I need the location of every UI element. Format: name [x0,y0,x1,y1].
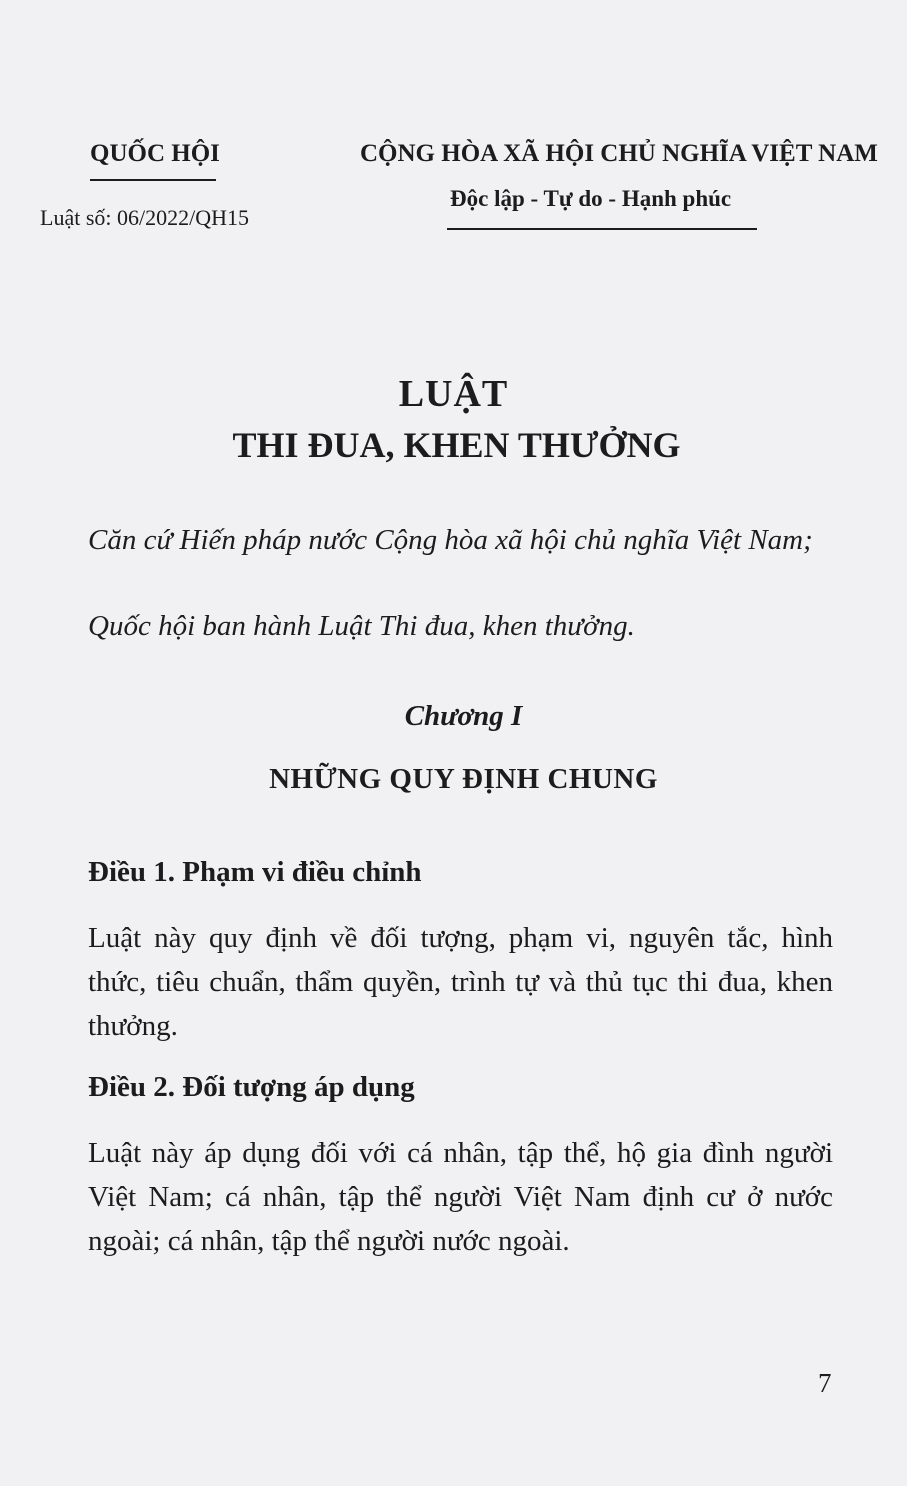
article-body: Luật này quy định về đối tượng, phạm vi, nguyên tắc, hình thức, tiêu chuẩn, thẩm quyền, trình tự và thủ tục thi đua, khen thưởng. [88,922,833,1042]
article-body: Luật này áp dụng đối với cá nhân, tập thể, hộ gia đình người Việt Nam; cá nhân, tập thể người Việt Nam định cư ở nước ngoài; cá nhân, tập thể người nước ngoài. [88,1137,833,1257]
issuer-underline [90,179,216,181]
motto-underline [447,228,757,230]
page-number: 7 [818,1368,832,1398]
enactment-clause: Quốc hội ban hành Luật Thi đua, khen thưởng. [88,610,635,642]
document-type: LUẬT [398,373,509,415]
national-motto: Độc lập - Tự do - Hạnh phúc [450,186,732,211]
country-name: CỘNG HÒA XÃ HỘI CHỦ NGHĨA VIỆT NAM [360,140,878,167]
law-number: Luật số: 06/2022/QH15 [40,205,249,230]
chapter-title: NHỮNG QUY ĐỊNH CHUNG [269,763,658,795]
document-title: THI ĐUA, KHEN THƯỞNG [232,425,681,465]
chapter-label: Chương I [404,700,523,732]
article-heading: Điều 2. Đối tượng áp dụng [88,1071,415,1103]
issuer: QUỐC HỘI [90,140,220,167]
legal-basis: Căn cứ Hiến pháp nước Cộng hòa xã hội chủ nghĩa Việt Nam; [88,524,813,556]
article-heading: Điều 1. Phạm vi điều chỉnh [88,856,422,888]
